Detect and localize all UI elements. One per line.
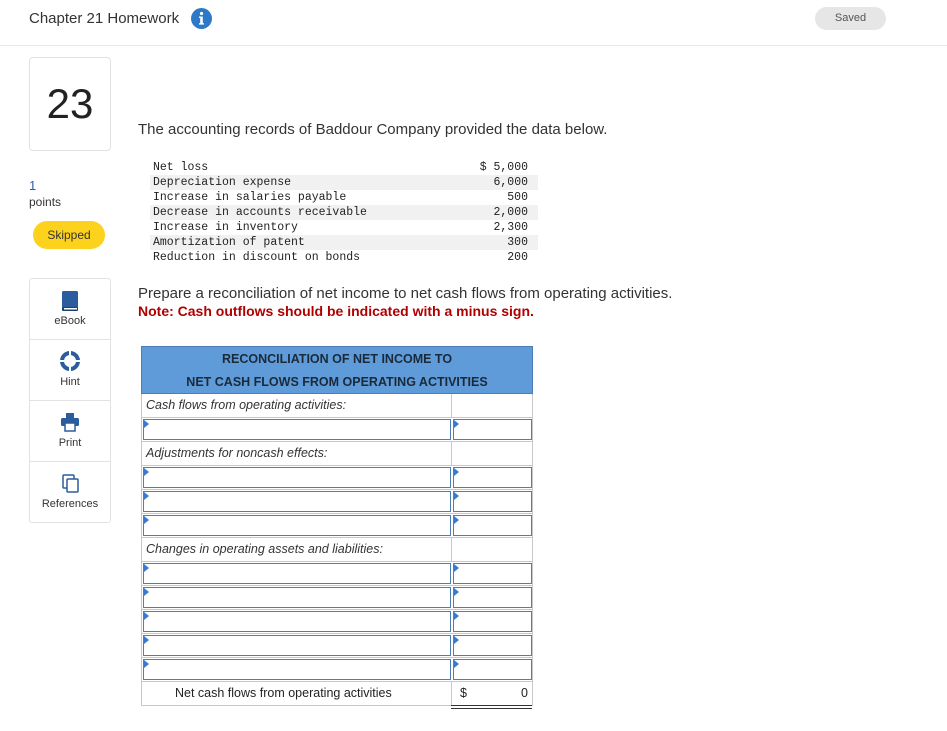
dropdown-arrow-icon: [454, 492, 459, 500]
references-button[interactable]: [30, 462, 110, 522]
data-row: [150, 205, 538, 220]
ebook-button[interactable]: [30, 279, 110, 340]
total-label: Net cash flows from operating activities: [175, 686, 392, 700]
dropdown-arrow-icon: [144, 564, 149, 572]
section-label-changes: Changes in operating assets and liabilities:: [146, 542, 383, 556]
problem-intro: The accounting records of Baddour Company provided the data below.: [138, 121, 608, 138]
question-number: 23: [29, 57, 111, 151]
lifebuoy-icon: [60, 351, 80, 371]
total-currency: $: [460, 686, 467, 700]
section-row-changes: [141, 538, 533, 562]
documents-icon: [60, 473, 80, 493]
total-value: 0: [521, 686, 528, 700]
ebook-label: eBook: [54, 315, 86, 327]
data-row: [150, 235, 538, 250]
points-value: 1: [29, 178, 37, 193]
instruction-text: Prepare a reconciliation of net income to net cash flows from operating activities.: [138, 285, 673, 302]
dropdown-arrow-icon: [144, 636, 149, 644]
data-value: 2,000: [493, 206, 528, 219]
table-row: [141, 466, 533, 490]
data-label: Depreciation expense: [153, 176, 292, 189]
data-value: 500: [507, 191, 528, 204]
line-item-dropdown[interactable]: [143, 587, 451, 608]
table-row: [141, 562, 533, 586]
data-row: [150, 160, 538, 175]
total-row: [141, 682, 533, 706]
amount-input[interactable]: [453, 611, 532, 632]
dropdown-arrow-icon: [454, 636, 459, 644]
table-row: [141, 634, 533, 658]
data-label: Increase in salaries payable: [153, 191, 347, 204]
table-row: [141, 418, 533, 442]
print-label: Print: [58, 437, 82, 449]
table-row: [141, 586, 533, 610]
amount-input[interactable]: [453, 515, 532, 536]
dropdown-arrow-icon: [144, 468, 149, 476]
table-title-line2: NET CASH FLOWS FROM OPERATING ACTIVITIES: [186, 375, 488, 389]
table-title-line1: RECONCILIATION OF NET INCOME TO: [221, 352, 453, 366]
reconciliation-table: [141, 346, 533, 706]
data-row: [150, 190, 538, 205]
table-header: [141, 346, 533, 394]
printer-icon: [60, 412, 80, 432]
dropdown-arrow-icon: [454, 516, 459, 524]
dropdown-arrow-icon: [144, 420, 149, 428]
data-table: [150, 160, 538, 265]
line-item-dropdown[interactable]: [143, 563, 451, 584]
assignment-title: Chapter 21 Homework: [29, 10, 180, 27]
section-row-noncash: [141, 442, 533, 466]
section-label-cash: Cash flows from operating activities:: [146, 398, 347, 412]
section-row-cash: [141, 394, 533, 418]
note-text: Note: Cash outflows should be indicated with a minus sign.: [138, 303, 534, 319]
data-label: Increase in inventory: [153, 221, 298, 234]
line-item-dropdown[interactable]: [143, 515, 451, 536]
amount-input[interactable]: [453, 587, 532, 608]
table-row: [141, 610, 533, 634]
data-label: Reduction in discount on bonds: [153, 251, 361, 264]
references-label: References: [41, 498, 99, 510]
table-row: [141, 514, 533, 538]
data-label: Net loss: [153, 161, 209, 174]
points-label: points: [29, 195, 62, 209]
dropdown-arrow-icon: [144, 612, 149, 620]
dropdown-arrow-icon: [454, 588, 459, 596]
table-row: [141, 490, 533, 514]
data-row: [150, 220, 538, 235]
data-row: [150, 250, 538, 265]
header-bar: [0, 0, 947, 46]
amount-input[interactable]: [453, 491, 532, 512]
data-row: [150, 175, 538, 190]
amount-input[interactable]: [453, 419, 532, 440]
line-item-dropdown[interactable]: [143, 611, 451, 632]
dropdown-arrow-icon: [144, 588, 149, 596]
book-icon: [60, 290, 80, 312]
dropdown-arrow-icon: [454, 564, 459, 572]
amount-input[interactable]: [453, 467, 532, 488]
data-label: Decrease in accounts receivable: [153, 206, 367, 219]
line-item-dropdown[interactable]: [143, 419, 451, 440]
dropdown-arrow-icon: [144, 516, 149, 524]
table-row: [141, 658, 533, 682]
print-button[interactable]: [30, 401, 110, 462]
dropdown-arrow-icon: [454, 420, 459, 428]
info-icon[interactable]: [191, 8, 212, 29]
line-item-dropdown[interactable]: [143, 635, 451, 656]
dropdown-arrow-icon: [144, 492, 149, 500]
skipped-badge: Skipped: [33, 221, 105, 249]
dropdown-arrow-icon: [144, 660, 149, 668]
data-value: 6,000: [493, 176, 528, 189]
amount-input[interactable]: [453, 635, 532, 656]
dropdown-arrow-icon: [454, 468, 459, 476]
line-item-dropdown[interactable]: [143, 659, 451, 680]
data-value: $ 5,000: [479, 161, 528, 174]
amount-input[interactable]: [453, 563, 532, 584]
dropdown-arrow-icon: [454, 660, 459, 668]
hint-label: Hint: [60, 376, 80, 388]
data-value: 200: [507, 251, 528, 264]
line-item-dropdown[interactable]: [143, 491, 451, 512]
tools-panel: [29, 278, 111, 523]
amount-input[interactable]: [453, 659, 532, 680]
data-label: Amortization of patent: [153, 236, 305, 249]
hint-button[interactable]: [30, 340, 110, 401]
line-item-dropdown[interactable]: [143, 467, 451, 488]
section-label-noncash: Adjustments for noncash effects:: [146, 446, 328, 460]
double-underline: [451, 705, 532, 709]
data-value: 300: [507, 236, 528, 249]
saved-status-badge: Saved: [815, 7, 886, 30]
dropdown-arrow-icon: [454, 612, 459, 620]
data-value: 2,300: [493, 221, 528, 234]
